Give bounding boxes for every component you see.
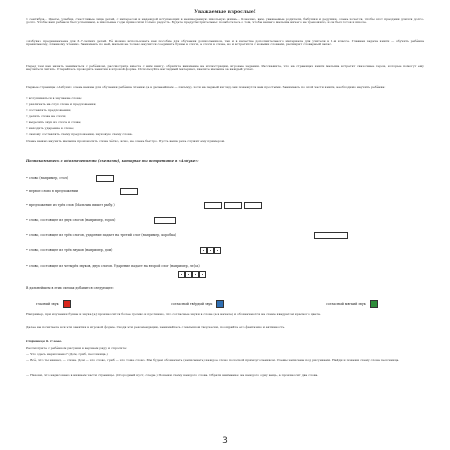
scheme-word <box>96 175 114 182</box>
intro-paragraph-1: 1 сентября... Цветы, улыбки, счастливые лица детей, с интересом и надеждой вступающих в неизведанную школьную жизнь... Конечно, вам, уважаемые родители, бабушки и дедушки, очень хочется, чтобы этот праздник длился долго-долго. Чтобы ваш ребёнок был успешным, а школьные годы приносили только радость. Будьте предусмотрительны: позаботьтесь о том, чтобы вашего малыша ничего не тревожило, и он был готов к школе. <box>26 17 424 25</box>
scheme-box <box>224 202 242 209</box>
legend-row-first-word <box>26 190 424 193</box>
intro-paragraph-2: «Азбука» предназначена для 3–7-летних детей. Её можно использовать как пособие для обучения дошкольников, так и в качестве дополнительного материала для учителя в 1-м классе. Главная задача книги — обучить ребёнка правильному, плавному чтению. Занимаясь по ней, малыш не только научится соединять буквы в слоги, а слоги в слова, но и встретится с новыми словами, расширит словарный запас. <box>26 39 424 47</box>
legend-row-label: • первое слово в предложении <box>26 189 78 193</box>
section-line-4: — Назови, что нарисовано в нижнем части страницы. (Огородный куст, следы.) Покажи схему каждого слова. Обрати внимание: на каждого одну вещь, а произносит два слова. <box>26 373 319 377</box>
section-line-2: — Что здесь нарисовано? (Дом, гриб, песочница.) <box>26 352 108 356</box>
sound-cell <box>214 247 221 254</box>
red-swatch <box>63 300 71 308</box>
legend-row-three-sounds <box>26 249 424 252</box>
bullet-5: • выделять звук из слога и слова; <box>26 120 82 124</box>
scheme-box <box>244 202 262 209</box>
legend-row-label: • слово, состоящее из двух слогов (например, горох) <box>26 218 116 222</box>
bullet-2: • различать на слух слова и предложения; <box>26 102 97 106</box>
sound-cell <box>200 247 207 254</box>
legend-row-word <box>26 177 424 180</box>
section-line-3: — Всё, что ты назвал, — слова. Дом — это слово, гриб — это тоже слово. Мы будем обозначать (записывать) каждое слово полоской прямоугольником. Схемы записаны под рисунками. Найди и покажи схему слова песочница. <box>26 358 400 362</box>
scheme-box <box>314 232 348 239</box>
legend-heading: Познакомьтесь с обозначениями (схемами), которые вы встретите в «Азбуке»: <box>26 159 199 163</box>
scheme-sentence <box>204 202 262 209</box>
page-number: 3 <box>222 436 228 446</box>
scheme-three-syllables <box>314 232 348 239</box>
intro-paragraph-4: Первые страницы «Азбуки» очень важны для обучения ребёнка чтению (а в дальнейшем — письму), хотя на первый взгляд они покажутся вам простыми. Занимаясь по этой части книги, необходимо научить ребёнка: <box>26 85 386 89</box>
legend-row-label: • предложение из трёх слов (Мальчик пишет рыбу.) <box>26 203 115 207</box>
legend-row-label: • слово (например, стол) <box>26 176 69 180</box>
bullet-7: • самому составлять схему предложения, звуковую схему слова. <box>26 132 133 136</box>
sounds-intro: В дальнейшем в этих схемах добавится следующее: <box>26 286 114 290</box>
legend-label: согласный твёрдый звук <box>171 302 213 306</box>
scheme-box <box>204 202 222 209</box>
legend-label: согласный мягкий звук <box>326 302 366 306</box>
bullet-4: • делить слова на слоги; <box>26 114 67 118</box>
scheme-box <box>154 217 176 224</box>
legend-row-sentence <box>26 204 424 207</box>
sound-cell <box>185 271 192 278</box>
section-heading: Страница 6. Слово. <box>26 339 63 343</box>
bullet-1: • вслушиваться в звучание слова; <box>26 96 82 100</box>
sound-cell <box>192 271 199 278</box>
scheme-first-word <box>120 188 138 195</box>
green-swatch <box>370 300 378 308</box>
sound-cell <box>178 271 185 278</box>
blue-swatch <box>216 300 224 308</box>
bullet-3: • составлять предложения; <box>26 108 72 112</box>
sound-cell <box>207 247 214 254</box>
legend-explanation: Например, при изучении буквы и звука [а] произносится более громко и протяжно, что согласные звуки в слове (а в начале) и обозначаются на схеме квадратом красного цвета. <box>26 312 321 316</box>
scheme-box <box>96 175 114 182</box>
sound-cell <box>199 271 206 278</box>
legend-vowel <box>36 300 71 308</box>
document-page <box>26 10 424 446</box>
legend-row-two-syllables <box>26 219 424 222</box>
section-line-1: Рассмотрите с ребёнком рисунки в верхнем ряду и спросите: <box>26 346 128 350</box>
legend-row-label: • слово, состоящее из трёх слогов, ударение падает на третий слог (например, коробка) <box>26 233 177 237</box>
legend-row-label: • слово, состоящее из трёх звуков (например, дом) <box>26 248 113 252</box>
legend-row-four-sounds <box>26 265 276 268</box>
legend-row-three-syllables <box>26 234 424 237</box>
page-title: Уважаемые взрослые! <box>194 10 256 15</box>
scheme-two-syllables <box>154 217 176 224</box>
legend-hard-consonant <box>171 300 224 308</box>
scheme-four-sounds <box>178 271 206 278</box>
legend-row-label: • слово, состоящее из четырёх звуков, двух слогов. Ударение падает на второй слог (например, ле|са) <box>26 264 200 268</box>
intro-paragraph-5: Очень важно научить малыша произносить слова чётко, ясно, не очень быстро. Пусть ваша речь служит ему примером. <box>26 139 225 143</box>
intro-paragraph-3: Перед тем как начать заниматься с ребёнком, рассмотрите вместе с ним книгу, обратите внимание на иллюстрации, игровые задания. Расскажите, что на страницах книги малыша встретят сказочные герои, которые помогут ему научиться читать. Старайтесь проводить занятия в игровой форме. Используйте наглядный материал, хвалите малыша за каждый успех. <box>26 64 424 72</box>
scheme-three-sounds <box>200 247 221 254</box>
legend-soft-consonant <box>326 300 378 308</box>
scheme-box <box>120 188 138 195</box>
legend-explanation-2: Далее вы почитаете вся эти занятия в игровой форме. Сводя эти рекомендации, занимайтесь с малышом творчески, поощряйте его фантазию и активность. <box>26 325 286 329</box>
legend-label: гласный звук <box>36 302 59 306</box>
bullet-6: • находить ударение в слове; <box>26 126 74 130</box>
